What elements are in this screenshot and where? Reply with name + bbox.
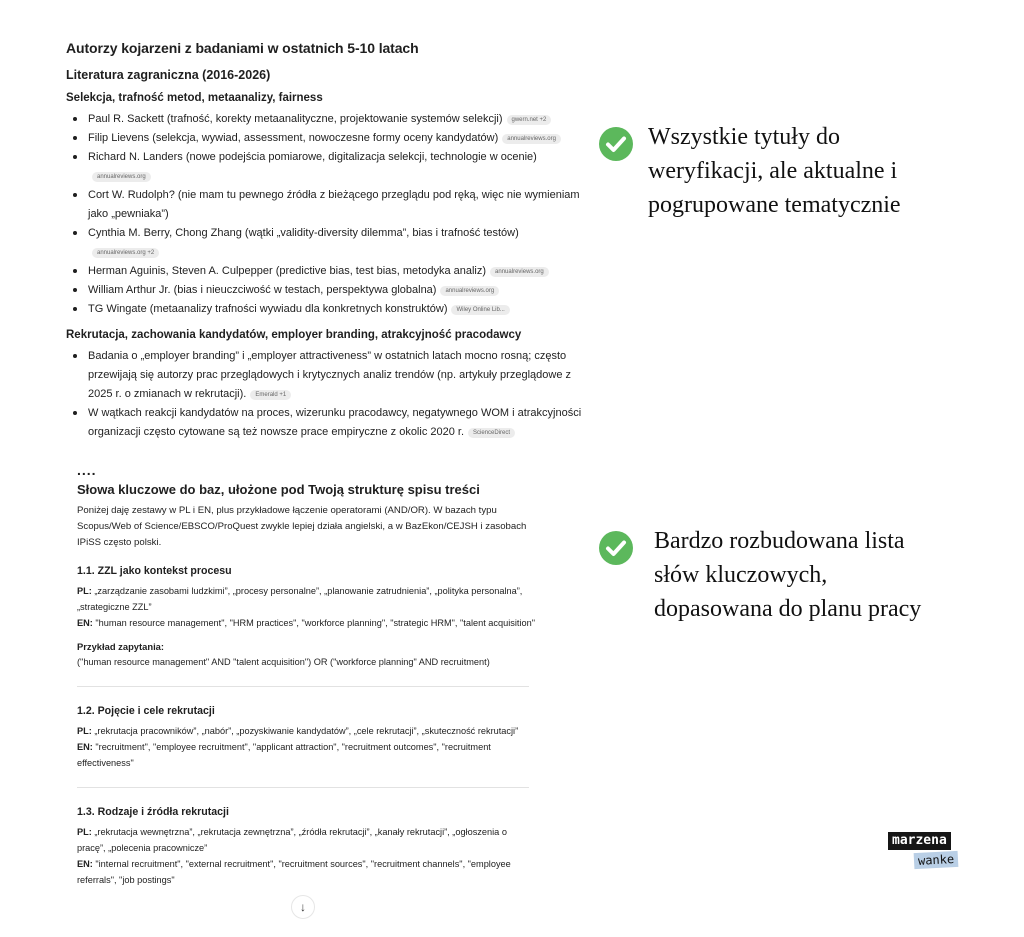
logo-line-2: wanke xyxy=(914,851,959,869)
keywords-en xyxy=(77,856,537,888)
pl-label: PL: xyxy=(77,586,92,596)
source-chip[interactable]: gwern.net +2 xyxy=(507,115,552,125)
brand-logo xyxy=(880,830,970,878)
keywords-en xyxy=(77,615,537,631)
callout-text: Bardzo rozbudowana lista słów kluczowych, dopasowana do planu pracy xyxy=(654,528,922,622)
source-chip[interactable]: annualreviews.org xyxy=(92,172,151,182)
section-title: 1.3. Rodzaje i źródła rekrutacji xyxy=(77,806,229,818)
en-keywords: "internal recruitment", "external recruitment", "recruitment sources", "recruitment channels", "employee referrals", "job postings" xyxy=(77,859,511,885)
item-text: Herman Aguinis, Steven A. Culpepper (predictive bias, test bias, metodyka analiz) xyxy=(88,265,487,277)
author-list-recruitment xyxy=(66,347,586,442)
list-item xyxy=(88,404,586,442)
en-label: EN: xyxy=(77,742,93,752)
keywords-intro: Poniżej daję zestawy w PL i EN, plus przykładowe łączenie operatorami (AND/OR). W bazach typu Scopus/Web of Science/EBSCO/ProQuest zwykle lepiej działa angielski, a w BazEkon/CEJSH i zasobach IPiSS często polski. xyxy=(77,505,527,548)
item-text: Richard N. Landers (nowe podejścia pomiarowe, digitalizacja selekcji, technologie w ocenie) xyxy=(88,151,537,163)
scroll-down-button[interactable] xyxy=(291,895,315,919)
section-heading-selection: Selekcja, trafność metod, metaanalizy, fairness xyxy=(66,92,323,104)
check-circle-icon xyxy=(598,126,634,162)
pl-keywords: „rekrutacja wewnętrzna”, „rekrutacja zewnętrzna”, „źródła rekrutacji”, „kanały rekrutacji”, „ogłoszenia o pracę”, „polecenia pracownicze” xyxy=(77,827,507,853)
keywords-en xyxy=(77,739,537,771)
keywords-pl xyxy=(77,723,537,739)
list-item xyxy=(88,347,586,404)
ellipsis: .... xyxy=(77,462,97,478)
keyword-section xyxy=(77,705,537,771)
source-chip[interactable]: annualreviews.org xyxy=(440,286,499,296)
keyword-section xyxy=(77,806,537,888)
keywords-pl xyxy=(77,824,537,856)
source-chip[interactable]: annualreviews.org xyxy=(490,267,549,277)
list-item xyxy=(88,148,586,186)
pl-label: PL: xyxy=(77,726,92,736)
item-text: Cort W. Rudolph? (nie mam tu pewnego źródła z bieżącego przeglądu pod ręką, więc nie wymieniam jako „pewniaka”) xyxy=(88,189,580,220)
list-item xyxy=(88,281,586,300)
list-item xyxy=(88,110,586,129)
en-label: EN: xyxy=(77,618,93,628)
item-text: Cynthia M. Berry, Chong Zhang (wątki „validity-diversity dilemma”, bias i trafność testów) xyxy=(88,227,519,239)
logo-line-1: marzena xyxy=(888,832,951,850)
source-chip[interactable]: Emerald +1 xyxy=(250,390,291,400)
keyword-section xyxy=(77,565,537,670)
list-item xyxy=(88,129,586,148)
callout-text: Wszystkie tytuły do weryfikacji, ale aktualne i pogrupowane tematycznie xyxy=(648,124,901,218)
list-item xyxy=(88,300,586,319)
keywords-panel xyxy=(77,462,537,888)
item-text: W wątkach reakcji kandydatów na proces, wizerunku pracodawcy, negatywnego WOM i atrakcyjności organizacji często cytowane są też nowsze prace empiryczne z okolic 2020 r. xyxy=(88,407,582,438)
source-chip[interactable]: Wiley Online Lib... xyxy=(451,305,509,315)
check-circle-icon xyxy=(598,530,634,566)
query-text: ("human resource management" AND "talent acquisition") OR ("workforce planning" AND recruitment) xyxy=(77,657,490,667)
pl-keywords: „rekrutacja pracowników”, „nabór”, „pozyskiwanie kandydatów”, „cele rekrutacji”, „skuteczność rekrutacji” xyxy=(91,726,519,736)
keywords-pl xyxy=(77,583,537,615)
page-title: Autorzy kojarzeni z badaniami w ostatnich 5-10 latach xyxy=(66,40,419,56)
arrow-down-icon: ↓ xyxy=(300,900,306,914)
authors-panel xyxy=(66,32,586,446)
divider xyxy=(77,686,529,687)
en-keywords: "recruitment", "employee recruitment", "applicant attraction", "recruitment outcomes", "recruitment effectiveness" xyxy=(77,742,491,768)
item-text: TG Wingate (metaanalizy trafności wywiadu dla konkretnych konstruktów) xyxy=(88,303,448,315)
source-chip[interactable]: annualreviews.org xyxy=(502,134,561,144)
section-heading-recruitment: Rekrutacja, zachowania kandydatów, employer branding, atrakcyjność pracodawcy xyxy=(66,329,522,341)
list-item xyxy=(88,262,586,281)
source-chip[interactable]: annualreviews.org +2 xyxy=(92,248,159,258)
source-chip[interactable]: ScienceDirect xyxy=(468,428,515,438)
query-label: Przykład zapytania: xyxy=(77,641,165,652)
en-label: EN: xyxy=(77,859,93,869)
author-list-selection xyxy=(66,110,586,319)
callout-authors xyxy=(598,120,958,222)
section-title: 1.1. ZZL jako kontekst procesu xyxy=(77,565,232,577)
list-item xyxy=(88,224,586,262)
item-text: Filip Lievens (selekcja, wywiad, assessment, nowoczesne formy oceny kandydatów) xyxy=(88,132,499,144)
item-text: Paul R. Sackett (trafność, korekty metaanalityczne, projektowanie systemów selekcji) xyxy=(88,113,503,125)
item-text: William Arthur Jr. (bias i nieuczciwość w testach, perspektywa globalna) xyxy=(88,284,437,296)
divider xyxy=(77,787,529,788)
subtitle: Literatura zagraniczna (2016-2026) xyxy=(66,68,271,82)
pl-keywords: „zarządzanie zasobami ludzkimi”, „procesy personalne”, „planowanie zatrudnienia”, „polityka personalna”, „strategiczne ZZL” xyxy=(77,586,523,612)
item-text: Badania o „employer branding” i „employer attractiveness” w ostatnich latach mocno rosną; często przewijają się autorzy prac przeglądowych i krytycznych analiz trendów (np. artykuły przeglądowe z 2025 r. o zmianach w rekrutacji). xyxy=(88,350,571,400)
keywords-heading: Słowa kluczowe do baz, ułożone pod Twoją strukturę spisu treści xyxy=(77,482,480,497)
list-item xyxy=(88,186,586,224)
pl-label: PL: xyxy=(77,827,92,837)
en-keywords: "human resource management", "HRM practices", "workforce planning", "strategic HRM", "talent acquisition" xyxy=(92,618,535,628)
section-title: 1.2. Pojęcie i cele rekrutacji xyxy=(77,705,215,717)
callout-keywords xyxy=(598,524,944,626)
